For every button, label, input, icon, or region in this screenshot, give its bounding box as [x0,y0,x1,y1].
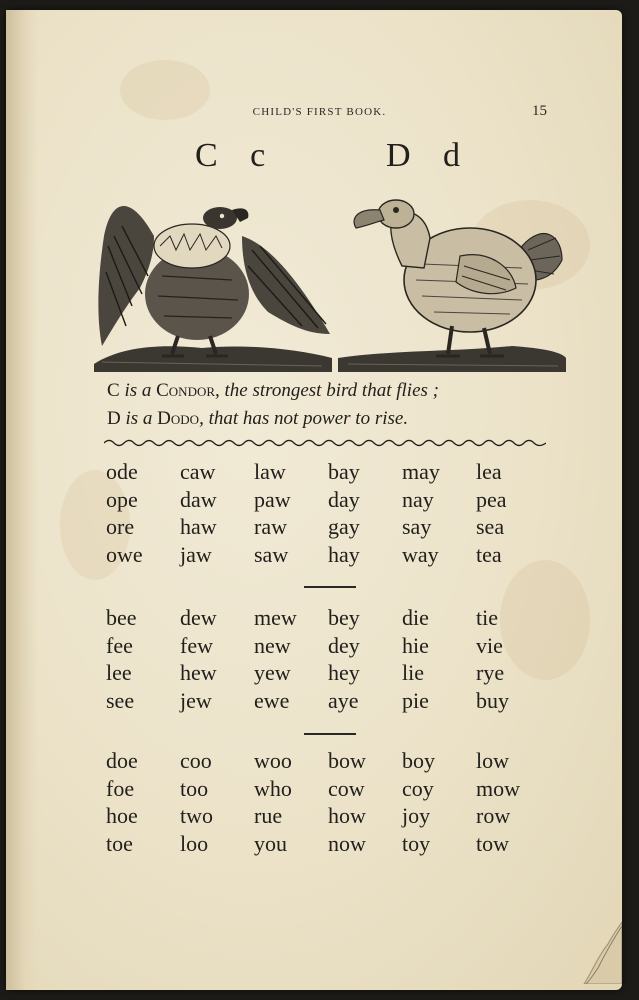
caption-condor-text: , the strongest bird that flies ; [215,380,439,401]
word-cell: lea [476,459,502,484]
word-row [106,541,546,569]
word-cell: toy [402,830,431,856]
word-cell: doe [106,748,138,773]
caption-line-1 [107,380,439,402]
word-cell: law [254,459,286,484]
word-cell: say [402,514,432,539]
word-row [106,458,546,486]
word-cell: mow [476,775,520,801]
word-cell: tow [476,830,509,856]
word-cell: joy [402,803,431,828]
word-cell: now [328,830,366,856]
caption-dodo-text: , that has not power to rise. [199,408,409,429]
word-cell: lee [106,660,132,685]
word-row [106,830,546,858]
word-row [106,513,546,541]
word-row [106,775,546,803]
word-cell: yew [254,660,291,685]
dodo-illustration [338,200,566,372]
word-cell: jew [180,687,212,713]
word-cell: sea [476,514,505,539]
letter-pair-c: C c [195,137,278,174]
word-cell: vie [476,632,503,658]
caption-letter-d: D [107,408,121,429]
word-cell: jaw [180,541,212,567]
word-cell: toe [106,830,133,856]
word-cell: bow [328,748,366,773]
word-cell: gay [328,514,360,539]
word-cell: who [254,775,292,801]
word-cell: bey [328,605,360,630]
word-cell: hie [402,632,429,658]
word-cell: cow [328,775,365,801]
word-cell: fee [106,632,133,658]
word-cell: way [402,541,439,567]
word-cell: owe [106,541,143,567]
word-cell: hey [328,660,360,685]
word-cell: tea [476,541,502,567]
section-rule [304,733,356,735]
caption-letter-c: C [107,380,120,401]
word-cell: low [476,748,509,773]
page-gutter [6,10,38,990]
running-title: CHILD'S FIRST BOOK. [252,106,387,118]
word-cell: dey [328,632,360,658]
word-cell: caw [180,459,216,484]
caption-is-a: is a [124,380,152,401]
word-cell: ode [106,459,138,484]
word-cell: too [180,775,209,801]
word-cell: row [476,803,511,828]
word-cell: ope [106,486,138,512]
word-group-2 [106,604,546,714]
condor-illustration [94,206,332,372]
word-row [106,486,546,514]
word-cell: rue [254,803,283,828]
word-cell: hew [180,660,217,685]
word-cell: pea [476,486,507,512]
condor-dodo-engraving [92,176,568,376]
torn-corner [578,922,622,984]
word-cell: dew [180,605,217,630]
word-cell: you [254,830,287,856]
word-cell: how [328,803,366,828]
word-group-3 [106,747,546,857]
word-row [106,632,546,660]
word-cell: day [328,486,360,512]
wavy-divider [104,438,546,448]
word-cell: coy [402,775,434,801]
word-cell: boy [402,748,435,773]
section-rule [304,586,356,588]
word-cell: coo [180,748,212,773]
word-group-1 [106,458,546,568]
word-cell: few [180,632,213,658]
word-cell: may [402,459,440,484]
word-cell: hoe [106,803,138,828]
word-row [106,747,546,775]
word-cell: mew [254,605,297,630]
word-cell: hay [328,541,360,567]
word-cell: woo [254,748,292,773]
word-row [106,687,546,715]
word-cell: saw [254,541,289,567]
word-cell: tie [476,605,498,630]
page-number: 15 [532,103,547,119]
word-cell: die [402,605,429,630]
word-row [106,802,546,830]
word-row [106,659,546,687]
word-cell: lie [402,660,424,685]
word-cell: aye [328,687,359,713]
word-cell: new [254,632,291,658]
word-cell: haw [180,514,217,539]
word-cell: bay [328,459,360,484]
word-cell: daw [180,486,217,512]
word-cell: two [180,803,213,828]
word-cell: rye [476,660,505,685]
caption-dodo-name: Dodo [157,408,200,429]
caption-line-2 [107,408,408,430]
word-cell: ore [106,514,135,539]
word-cell: nay [402,486,434,512]
word-cell: pie [402,687,429,713]
letter-pair-d: D d [386,137,473,174]
word-cell: raw [254,514,287,539]
word-cell: foe [106,775,135,801]
word-cell: see [106,687,135,713]
word-cell: ewe [254,687,290,713]
word-row [106,604,546,632]
word-cell: buy [476,687,509,713]
word-cell: loo [180,830,209,856]
caption-is-a: is a [125,408,153,429]
word-cell: paw [254,486,291,512]
word-cell: bee [106,605,137,630]
caption-condor-name: Condor [156,380,216,401]
